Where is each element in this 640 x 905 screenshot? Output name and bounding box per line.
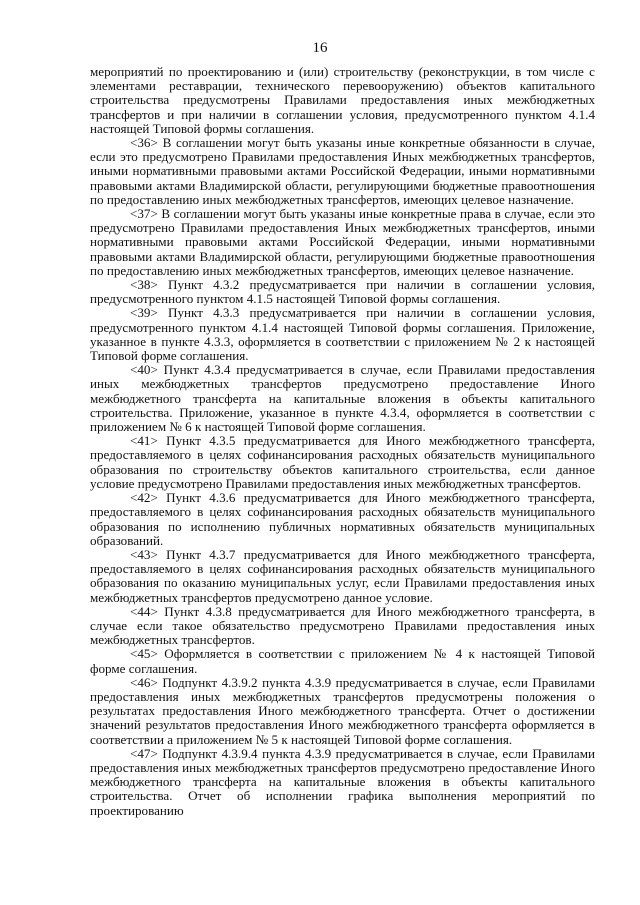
- footnote-37: <37> В соглашении могут быть указаны иные конкретные права в случае, если это предусмотрено Правилами предоставления Иных межбюджетных трансфертов, иными нормативными правовыми актами Российской Федерации, иными нормативными правовыми актами Владимирской области, регулирующими бюджетные правоотношения по предоставлению иных межбюджетных трансфертов, имеющих целевое назначение.: [90, 206, 595, 278]
- footnote-36: <36> В соглашении могут быть указаны иные конкретные обязанности в случае, если это предусмотрено Правилами предоставления Иных межбюджетных трансфертов, иными нормативными правовыми актами Российской Федерации, иными нормативными правовыми актами Владимирской области, регулирующими бюджетные правоотношения по предоставлению иных межбюджетных трансфертов, имеющих целевое назначение.: [90, 135, 595, 207]
- paragraph-continuation: мероприятий по проектированию и (или) строительству (реконструкции, в том числе с элементами реставрации, технического перевооружению) объектов капитального строительства предусмотрены Правилами предоставления иных межбюджетных трансфертов и при наличии в соглашении условия, предусмотренного пунктом 4.1.4 настоящей Типовой формы соглашения.: [90, 64, 595, 136]
- footnote-40: <40> Пункт 4.3.4 предусматривается в случае, если Правилами предоставления иных межбюджетных трансфертов предусмотрено предоставление Иного межбюджетного трансферта на капитальные вложения в объекты капитального строительства. Приложение, указанное в пункте 4.3.4, оформляется в соответствии с приложением № 6 к настоящей Типовой форме соглашения.: [90, 362, 595, 435]
- footnote-39: <39> Пункт 4.3.3 предусматривается при наличии в соглашении условия, предусмотренного пунктом 4.1.4 настоящей Типовой формы соглашения. Приложение, указанное в пункте 4.3.3, оформляется в соответствии с приложением № 2 к настоящей Типовой форме соглашения.: [90, 305, 595, 364]
- footnote-44: <44> Пункт 4.3.8 предусматривается для Иного межбюджетного трансферта, в случае если такое обязательство предусмотрено Правилами предоставления иных межбюджетных трансфертов.: [90, 603, 595, 648]
- footnote-41: <41> Пункт 4.3.5 предусматривается для Иного межбюджетного трансферта, предоставляемого в целях софинансирования расходных обязательств муниципального образования по строительству объектов капитального строительства, если данное условие предусмотрено Правилами предоставления иных межбюджетных трансфертов.: [90, 433, 595, 491]
- footnote-43: <43> Пункт 4.3.7 предусматривается для Иного межбюджетного трансферта, предоставляемого в целях софинансирования расходных обязательств муниципального образования по оказанию муниципальных услуг, если Правилами предоставления иных межбюджетных трансфертов предусмотрено данное условие.: [90, 546, 595, 605]
- footnote-46: <46> Подпункт 4.3.9.2 пункта 4.3.9 предусматривается в случае, если Правилами предоставления иных межбюджетных трансфертов предусмотрены положения о результатах предоставления Иного межбюджетного трансферта. Отчет о достижении значений результатов предоставления Иного межбюджетного трансферта оформляется в соответствии а приложением № 5 к настоящей Типовой форме соглашения.: [90, 674, 595, 747]
- footnote-45: <45> Оформляется в соответствии с приложением № 4 к настоящей Типовой форме соглашения.: [90, 646, 595, 676]
- footnote-42: <42> Пункт 4.3.6 предусматривается для Иного межбюджетного трансферта, предоставляемого в целях софинансирования расходных обязательств муниципального образования по исполнению публичных нормативных обязательств муниципальных образований.: [90, 490, 595, 548]
- footnote-47: <47> Подпункт 4.3.9.4 пункта 4.3.9 предусматривается в случае, если Правилами предоставления иных межбюджетных трансфертов предусмотрено предоставление Иного межбюджетного трансферта на капитальные вложения в объекты капитального строительства. Отчет об исполнении графика выполнения мероприятий по проектированию: [90, 745, 595, 818]
- page-body: [90, 65, 595, 818]
- footnote-38: <38> Пункт 4.3.2 предусматривается при наличии в соглашении условия, предусмотренного пунктом 4.1.5 настоящей Типовой формы соглашения.: [90, 277, 595, 307]
- page-number: 16: [312, 40, 328, 56]
